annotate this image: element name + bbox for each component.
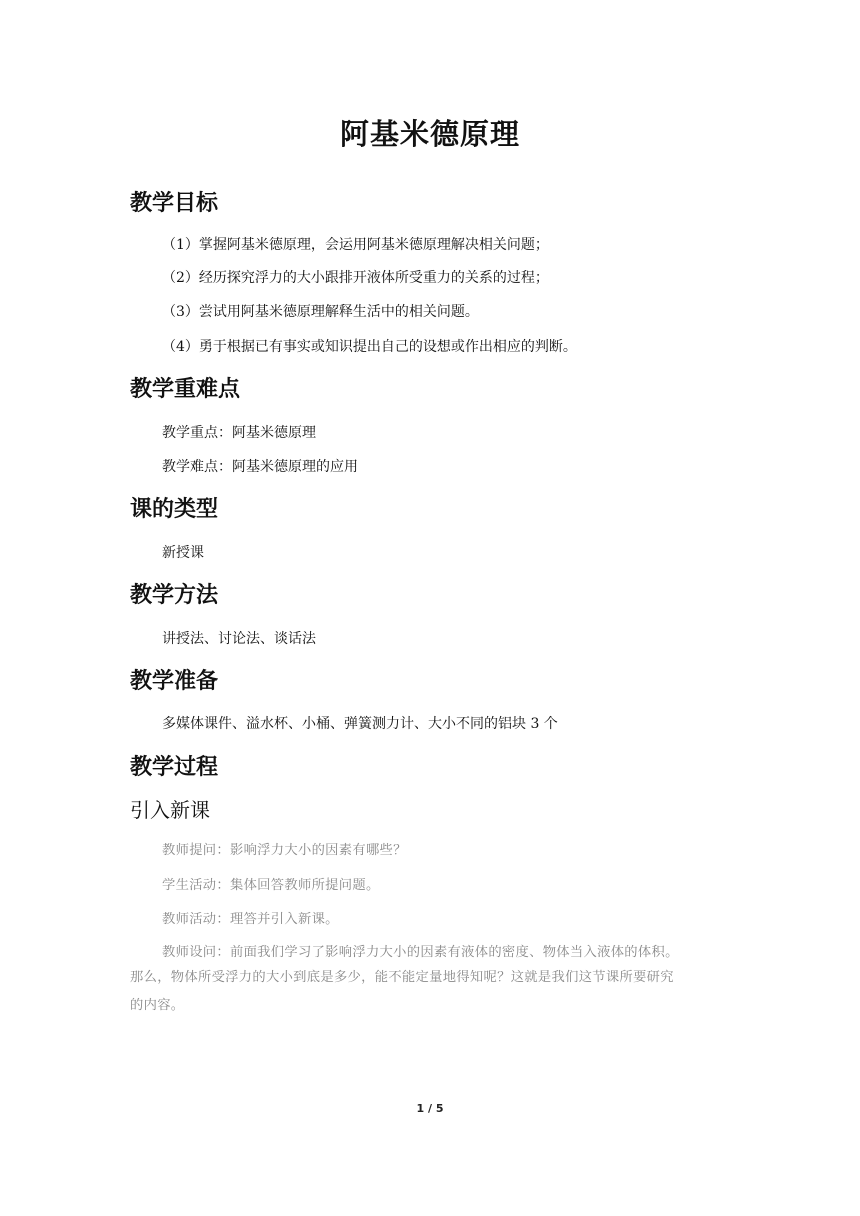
heading-keypoints: 教学重难点 bbox=[130, 377, 241, 402]
goal-item-1: （1）掌握阿基米德原理，会运用阿基米德原理解决相关问题； bbox=[162, 237, 549, 253]
keypoint-difficulty: 教学难点：阿基米德原理的应用 bbox=[162, 459, 358, 475]
goal-item-2: （2）经历探究浮力的大小跟排开液体所受重力的关系的过程； bbox=[162, 270, 549, 286]
heading-process: 教学过程 bbox=[130, 755, 219, 780]
process-line-6: 的内容。 bbox=[130, 998, 185, 1013]
subheading-intro: 引入新课 bbox=[130, 798, 210, 822]
prep-text: 多媒体课件、溢水杯、小桶、弹簧测力计、大小不同的铝块 3 个 bbox=[162, 716, 558, 732]
heading-prep: 教学准备 bbox=[130, 669, 219, 694]
type-text: 新授课 bbox=[162, 545, 204, 561]
process-line-1: 教师提问：影响浮力大小的因素有哪些？ bbox=[162, 843, 407, 858]
goal-item-3: （3）尝试用阿基米德原理解释生活中的相关问题。 bbox=[162, 304, 479, 320]
keypoint-focus: 教学重点：阿基米德原理 bbox=[162, 425, 316, 441]
process-line-3: 教师活动：理答并引入新课。 bbox=[162, 912, 339, 927]
heading-type: 课的类型 bbox=[130, 497, 219, 522]
process-line-5: 那么，物体所受浮力的大小到底是多少，能不能定量地得知呢？这就是我们这节课所要研究 bbox=[130, 970, 674, 985]
method-text: 讲授法、讨论法、谈话法 bbox=[162, 631, 316, 647]
document-title: 阿基米德原理 bbox=[339, 117, 520, 151]
heading-goals: 教学目标 bbox=[130, 191, 219, 216]
heading-method: 教学方法 bbox=[130, 583, 219, 608]
process-line-2: 学生活动：集体回答教师所提问题。 bbox=[162, 878, 380, 893]
process-line-4: 教师设问：前面我们学习了影响浮力大小的因素有液体的密度、物体当入液体的体积。 bbox=[162, 945, 679, 960]
goal-item-4: （4）勇于根据已有事实或知识提出自己的设想或作出相应的判断。 bbox=[162, 339, 577, 355]
page-number: 1 / 5 bbox=[416, 1102, 444, 1115]
